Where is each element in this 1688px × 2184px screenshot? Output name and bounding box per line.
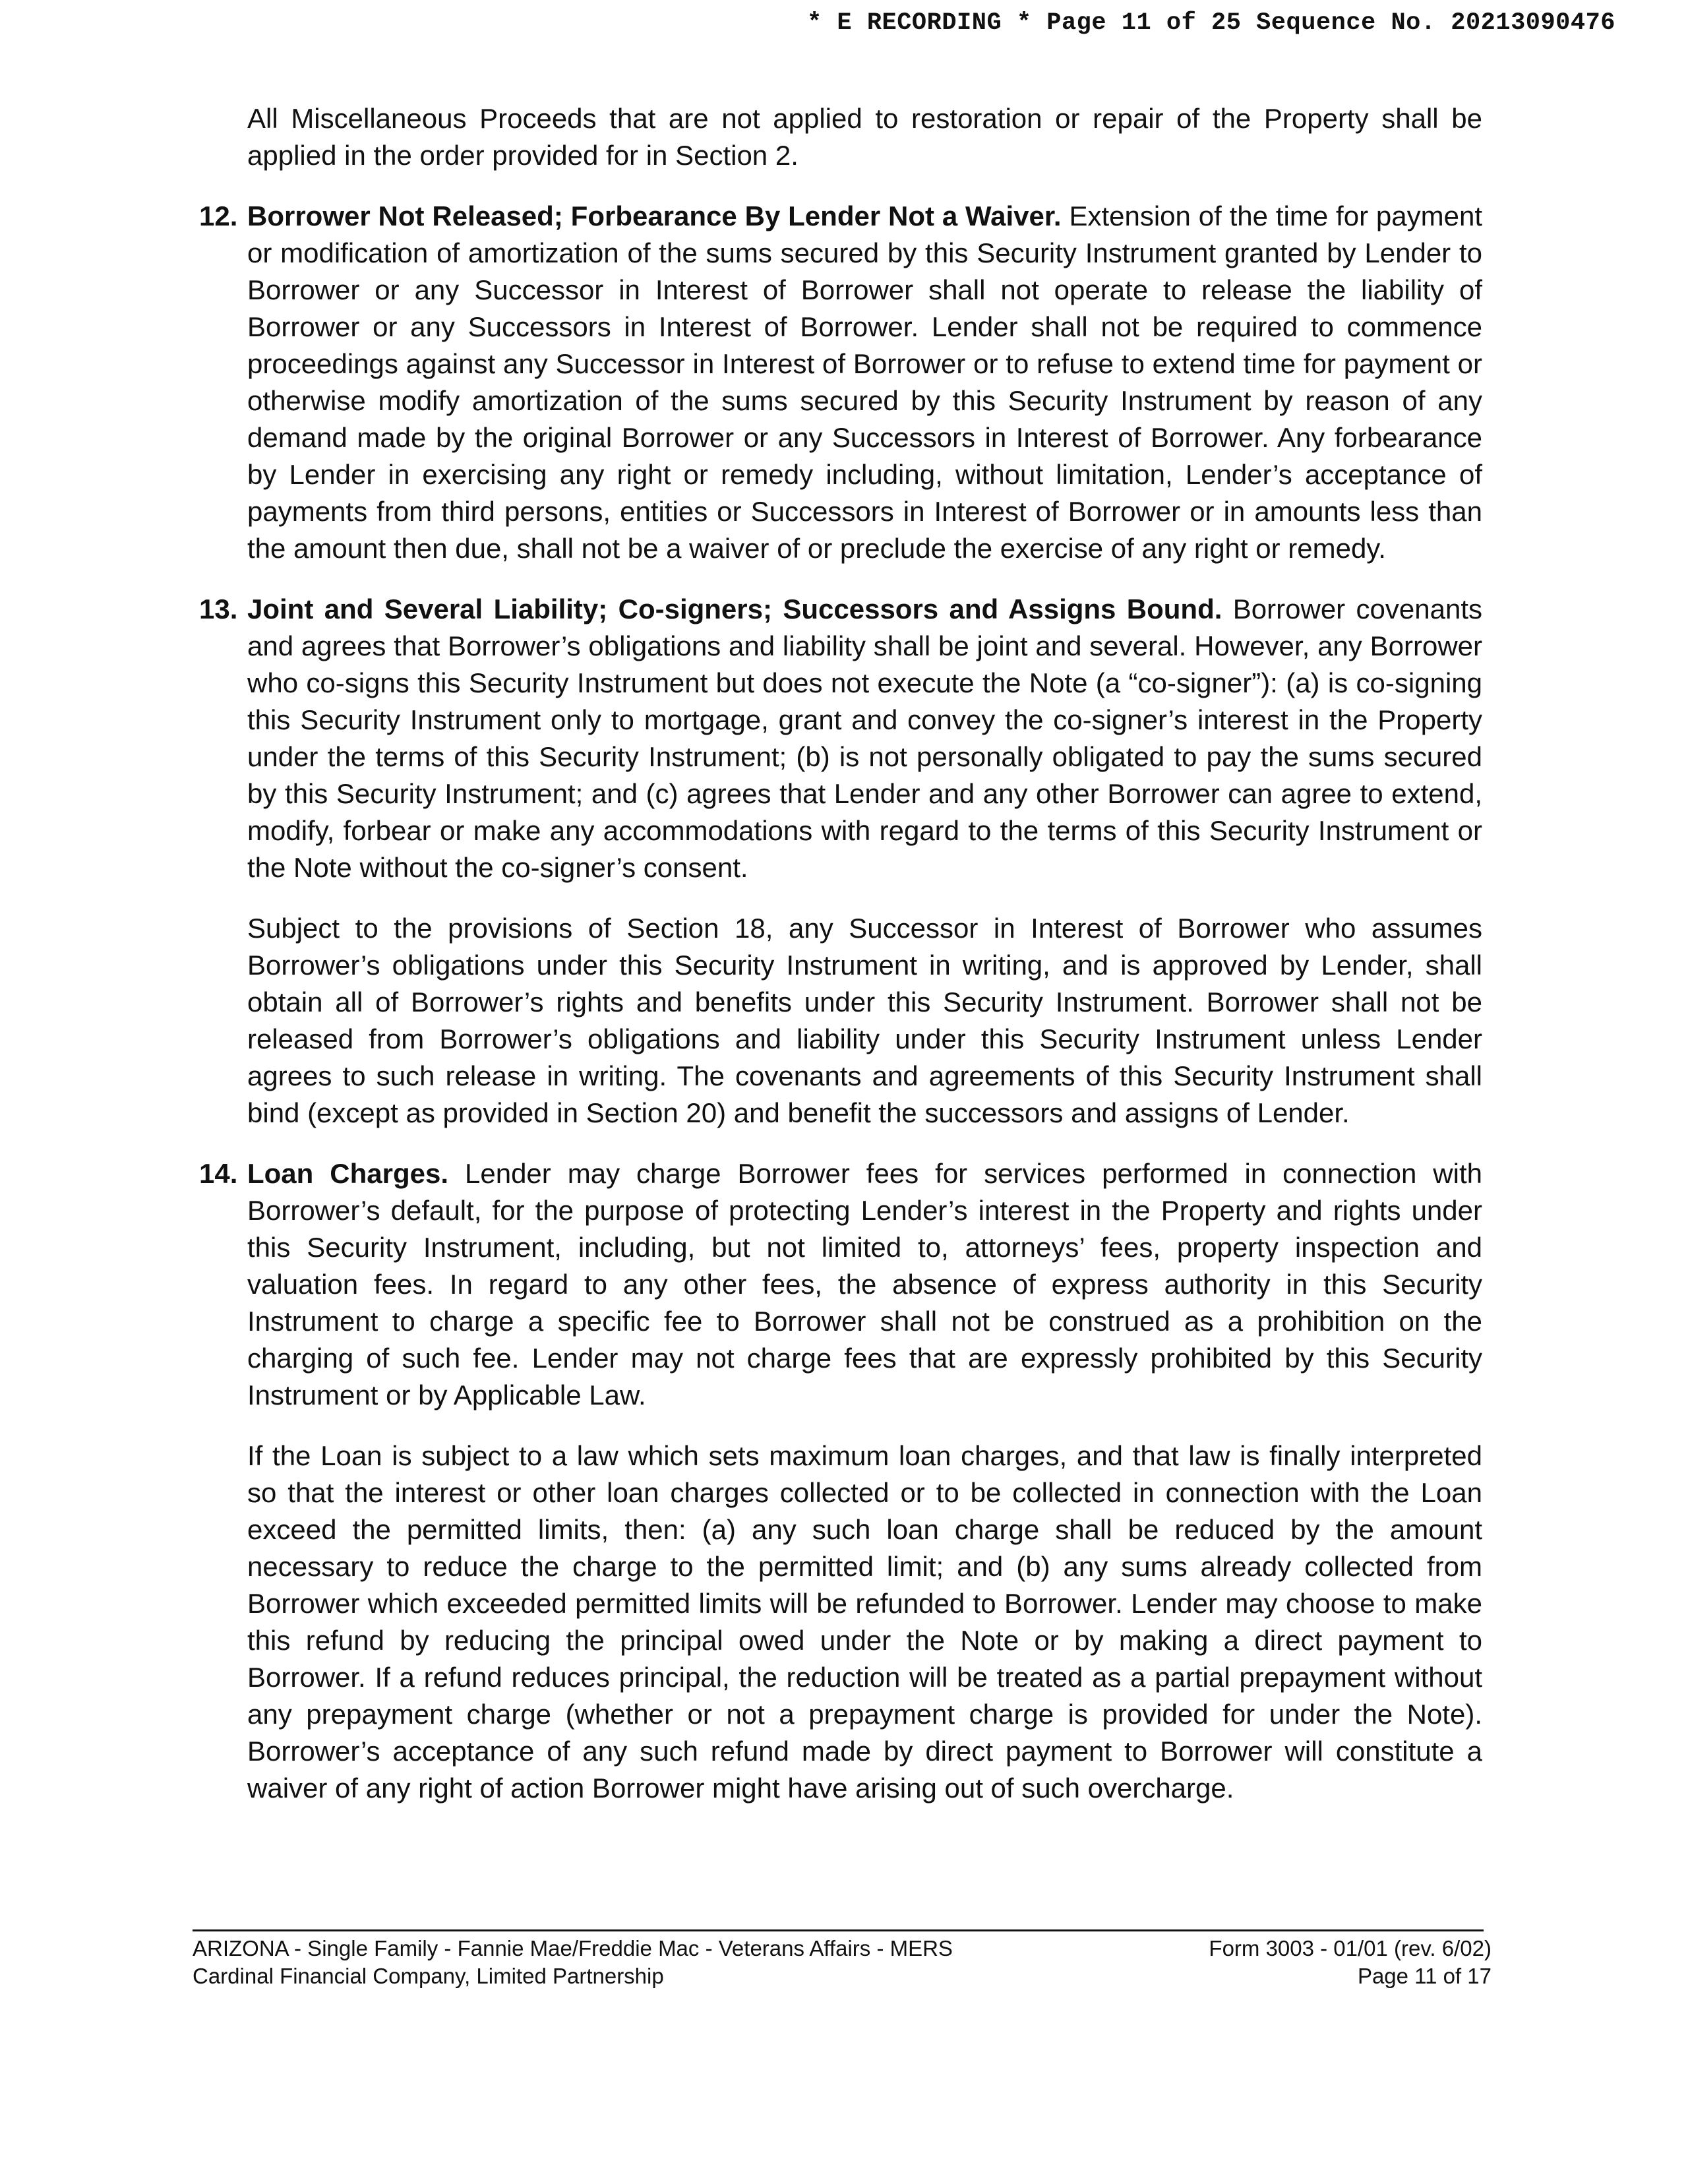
footer-form-description: ARIZONA - Single Family - Fannie Mae/Freddie Mac - Veterans Affairs - MERS bbox=[193, 1936, 953, 1960]
section-13-text: Borrower covenants and agrees that Borrower’s obligations and liability shall be joint and several. However, any Borrower who co-signs this Security Instrument but does not execute the Note (a “co-signer”): (a) is co-signing this Security Instrument only to mortgage, grant and convey the co-signer’s interest in the Property under the terms of this Security Instrument; (b) is not personally obligated to pay the sums secured by this Security Instrument; and (c) agrees that Lender and any other Borrower can agree to extend, modify, forbear or make any accommodations with regard to the terms of this Security Instrument or the Note without the co-signer’s consent. bbox=[247, 593, 1482, 883]
section-14-text: Lender may charge Borrower fees for services performed in connection with Borrower’s default, for the purpose of protecting Lender’s interest in the Property and rights under this Security Instrument, including, but not limited to, attorneys’ fees, property inspection and valuation fees. In regard to any other fees, the absence of express authority in this Security Instrument to charge a specific fee to Borrower shall not be construed as a prohibition on the charging of such fee. Lender may not charge fees that are expressly prohibited by this Security Instrument or by Applicable Law. bbox=[247, 1158, 1482, 1410]
section-14-paragraph-2: If the Loan is subject to a law which sets maximum loan charges, and that law is finally interpreted so that the interest or other loan charges collected or to be collected in connection with the Loan exceed the permitted limits, then: (a) any such loan charge shall be reduced by the amount necessary to reduce the charge to the permitted limit; and (b) any sums already collected from Borrower which exceeded permitted limits will be refunded to Borrower. Lender may choose to make this refund by reducing the principal owed under the Note or by making a direct payment to Borrower. If a refund reduces principal, the reduction will be treated as a partial prepayment without any prepayment charge (whether or not a prepayment charge is provided for under the Note). Borrower’s acceptance of any such refund made by direct payment to Borrower will constitute a waiver of any right of action Borrower might have arising out of such overcharge. bbox=[247, 1440, 1482, 1804]
section-13 bbox=[191, 591, 1482, 886]
footer-lender-name: Cardinal Financial Company, Limited Partnership bbox=[193, 1964, 664, 1988]
footer-page-number: Page 11 of 17 bbox=[1357, 1964, 1492, 1988]
footer-divider bbox=[193, 1929, 1484, 1931]
footer-left bbox=[193, 1935, 953, 1990]
section-14-number: 14. bbox=[199, 1158, 238, 1189]
footer-form-number: Form 3003 - 01/01 (rev. 6/02) bbox=[1209, 1936, 1492, 1960]
section-12-heading: Borrower Not Released; Forbearance By Lender Not a Waiver. bbox=[247, 200, 1070, 231]
section-13-heading: Joint and Several Liability; Co-signers; Successors and Assigns Bound. bbox=[247, 593, 1233, 624]
recording-stamp-header: * E RECORDING * Page 11 of 25 Sequence No. 20213090476 bbox=[807, 9, 1615, 37]
intro-paragraph: All Miscellaneous Proceeds that are not applied to restoration or repair of the Property shall be applied in the order provided for in Section 2. bbox=[247, 103, 1482, 171]
section-12-number: 12. bbox=[199, 200, 238, 231]
footer-right bbox=[1209, 1935, 1492, 1990]
document-body bbox=[191, 100, 1482, 1831]
section-13-paragraph-2: Subject to the provisions of Section 18, any Successor in Interest of Borrower who assumes Borrower’s obligations under this Security Instrument in writing, and is approved by Lender, shall obtain all of Borrower’s rights and benefits under this Security Instrument. Borrower shall not be released from Borrower’s obligations and liability under this Security Instrument unless Lender agrees to such release in writing. The covenants and agreements of this Security Instrument shall bind (except as provided in Section 20) and benefit the successors and assigns of Lender. bbox=[247, 913, 1482, 1128]
section-14-heading: Loan Charges. bbox=[247, 1158, 465, 1189]
section-14 bbox=[191, 1155, 1482, 1414]
section-12 bbox=[191, 198, 1482, 567]
section-13-number: 13. bbox=[199, 593, 238, 624]
section-12-text: Extension of the time for payment or modification of amortization of the sums secured by this Security Instrument granted by Lender to Borrower or any Successor in Interest of Borrower shall not operate to release the liability of Borrower or any Successors in Interest of Borrower. Lender shall not be required to commence proceedings against any Successor in Interest of Borrower or to refuse to extend time for payment or otherwise modify amortization of the sums secured by this Security Instrument by reason of any demand made by the original Borrower or any Successors in Interest of Borrower. Any forbearance by Lender in exercising any right or remedy including, without limitation, Lender’s acceptance of payments from third persons, entities or Successors in Interest of Borrower or in amounts less than the amount then due, shall not be a waiver of or preclude the exercise of any right or remedy. bbox=[247, 200, 1482, 564]
